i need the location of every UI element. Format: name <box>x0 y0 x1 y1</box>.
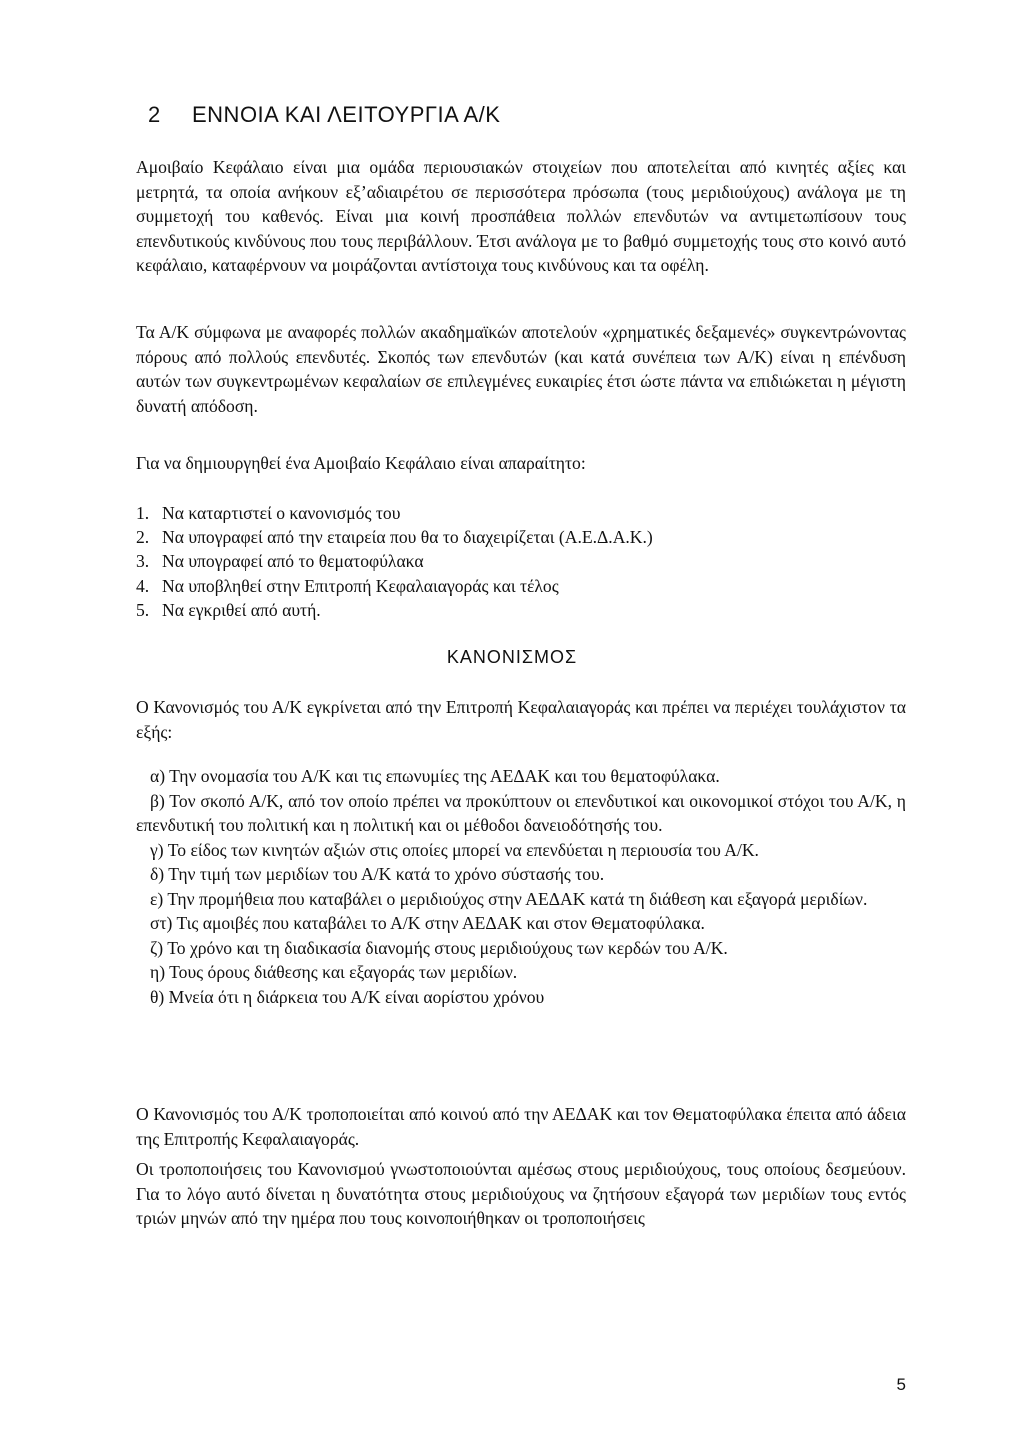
list-item: στ) Τις αμοιβές που καταβάλει το Α/Κ στην ΑΕΔΑΚ και στον Θεματοφύλακα. <box>150 913 705 933</box>
creation-steps-list <box>136 501 653 622</box>
list-item: η) Τους όρους διάθεσης και εξαγοράς των μεριδίων. <box>150 962 518 982</box>
list-item: 3. Να υπογραφεί από το θεματοφύλακα <box>136 551 424 572</box>
regulation-title: ΚΑΝΟΝΙΣΜΟΣ <box>446 647 578 667</box>
list-item: 1. Να καταρτιστεί ο κανονισμός του <box>136 503 401 523</box>
section-number: 2 <box>148 102 161 127</box>
list-item: α) Την ονομασία του Α/Κ και τις επωνυμίες της ΑΕΔΑΚ και του θεματοφύλακα. <box>150 766 720 786</box>
closing-paragraph-2: Οι τροποποιήσεις του Κανονισμού γνωστοποιούνται αμέσως στους μεριδιούχους, τους οποίους δεσμεύουν. Για το λόγο αυτό δίνεται η δυνατότητα στους μεριδιούχους να ζητήσουν εξαγορά των μεριδίων τους εντός τριών μηνών από την ημέρα που τους κοινοποιήθηκαν οι τροποποιήσεις <box>136 1159 906 1228</box>
list-item: 4. Να υποβληθεί στην Επιτροπή Κεφαλαιαγοράς και τέλος <box>136 575 559 596</box>
list-item: δ) Την τιμή των μεριδίων του Α/Κ κατά το χρόνο σύστασής του. <box>150 864 605 884</box>
list-item: θ) Μνεία ότι η διάρκεια του Α/Κ είναι αορίστου χρόνου <box>150 986 545 1007</box>
intro-paragraph-1: Αμοιβαίο Κεφάλαιο είναι μια ομάδα περιουσιακών στοιχείων που αποτελείται από κινητές αξίες και μετρητά, τα οποία ανήκουν εξ’αδιαιρέτου σε περισσότερα πρόσωπα (τους μεριδιούχους) ανάλογα με τη συμμετοχή του καθενός. Είναι μια κοινή προσπάθεια πολλών επενδυτών να αντιμετωπίσουν τους επενδυτικούς κινδύνους που τους περιβάλλουν. Έτσι ανάλογα με το βαθμό συμμετοχής τους στο κοινό αυτό κεφάλαιο, καταφέρνουν να μοιράζονται αντίστοιχα τους κινδύνους και τα οφέλη. <box>136 157 906 275</box>
list-item: γ) Το είδος των κινητών αξιών στις οποίες μπορεί να επενδύεται η περιουσία του Α/Κ. <box>150 839 759 860</box>
regulation-items-list <box>136 764 906 1009</box>
list-item: β) Τον σκοπό Α/Κ, από τον οποίο πρέπει να προκύπτουν οι επενδυτικοί και οικονομικοί στόχοι του Α/Κ, η επενδυτική του πολιτική και η πολιτική και οι μέθοδοι δανειοδότησής του. <box>136 790 906 835</box>
section-heading <box>148 102 500 128</box>
section-title: ΕΝΝΟΙΑ ΚΑΙ ΛΕΙΤΟΥΡΓΙΑ Α/Κ <box>192 102 501 127</box>
regulation-intro: Ο Κανονισμός του Α/Κ εγκρίνεται από την Επιτροπή Κεφαλαιαγοράς και πρέπει να περιέχει τουλάχιστον τα εξής: <box>136 697 906 742</box>
list-item: 5. Να εγκριθεί από αυτή. <box>136 599 321 620</box>
closing-paragraph-1: Ο Κανονισμός του Α/Κ τροποποιείται από κοινού από την ΑΕΔΑΚ και τον Θεματοφύλακα έπειτα από άδεια της Επιτροπής Κεφαλαιαγοράς. <box>136 1104 906 1149</box>
intro-paragraph-2: Τα Α/Κ σύμφωνα με αναφορές πολλών ακαδημαϊκών αποτελούν «χρηματικές δεξαμενές» συγκεντρώνοντας πόρους από πολλούς επενδυτές. Σκοπός των επενδυτών (και κατά συνέπεια των Α/Κ) είναι η επένδυση αυτών των συγκεντρωμένων κεφαλαίων σε επιλεγμένες ευκαιρίες έτσι ώστε πάντα να επιδιώκεται η μέγιστη δυνατή απόδοση. <box>136 322 906 416</box>
list-item: ε) Την προμήθεια που καταβάλει ο μεριδιούχος στην ΑΕΔΑΚ κατά τη διάθεση και εξαγορά μεριδίων. <box>150 888 868 909</box>
list-item: 2. Να υπογραφεί από την εταιρεία που θα το διαχειρίζεται (Α.Ε.Δ.Α.Κ.) <box>136 527 653 548</box>
intro-paragraph-3: Για να δημιουργηθεί ένα Αμοιβαίο Κεφάλαιο είναι απαραίτητο: <box>136 453 586 473</box>
page-number: 5 <box>896 1375 906 1394</box>
list-item: ζ) Το χρόνο και τη διαδικασία διανομής στους μεριδιούχους των κερδών του Α/Κ. <box>150 937 728 958</box>
